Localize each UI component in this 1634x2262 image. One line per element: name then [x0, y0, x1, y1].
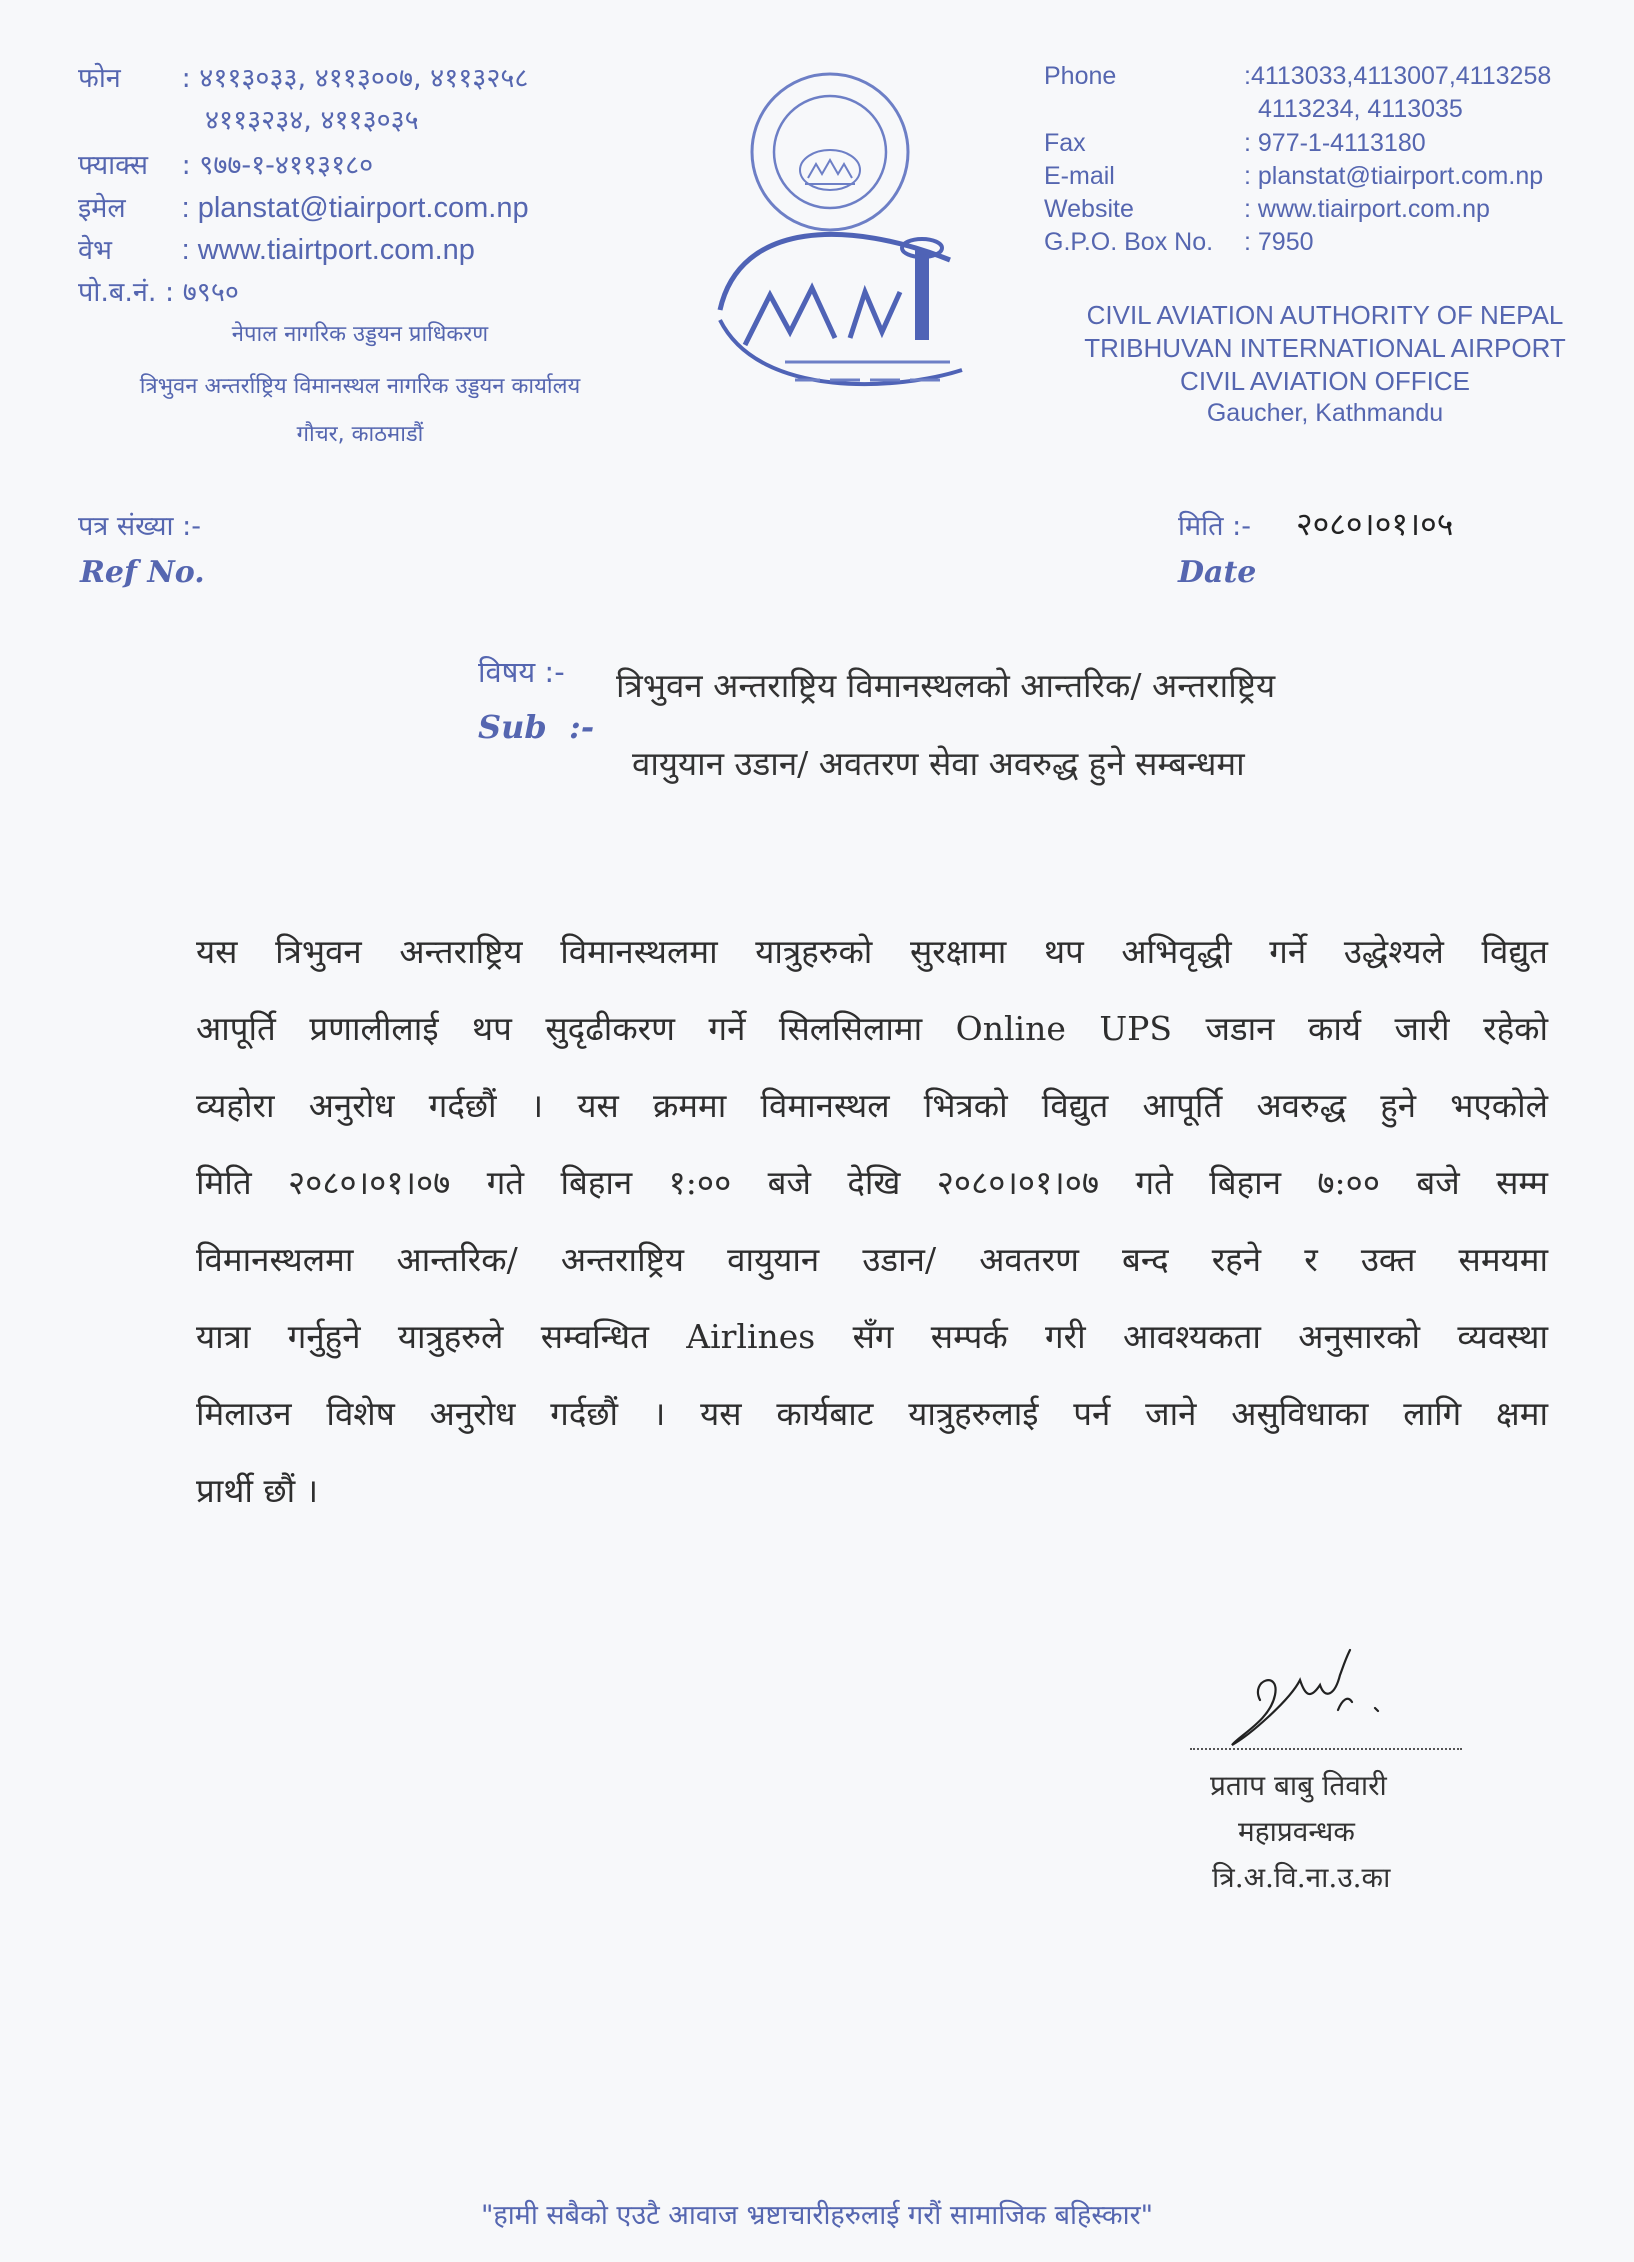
- np-fax-value: : ९७७-१-४११३१८०: [181, 150, 374, 181]
- caan-seal-icon: [700, 70, 990, 430]
- body-line-4: मिति २०८०।०१।०७ गते बिहान १:०० बजे देखि २०८०।०१।०७ गते बिहान ७:०० बजे सम्म: [196, 1163, 1548, 1202]
- en-fax-label: Fax: [1044, 129, 1086, 157]
- body-line-6: यात्रा गर्नुहुने यात्रुहरुले सम्वन्धित Airlines सँग सम्पर्क गरी आवश्यकता अनुसारको व्यवस्था: [196, 1317, 1548, 1356]
- subject-line-1: त्रिभुवन अन्तराष्ट्रिय विमानस्थलको आन्तरिक/ अन्तराष्ट्रिय: [616, 666, 1276, 705]
- np-fax-label: फ्याक्स: [78, 150, 148, 181]
- signature-line: [1190, 1748, 1462, 1750]
- en-org-line-4: Gaucher, Kathmandu: [1206, 399, 1444, 427]
- body-line-3: व्यहोरा अनुरोध गर्दछौं । यस क्रममा विमानस्थल भित्रको विद्युत आपूर्ति अवरुद्ध हुने भएकोले: [196, 1086, 1548, 1125]
- en-pobox-value: : 7950: [1244, 228, 1314, 256]
- en-org-line-1: CIVIL AVIATION AUTHORITY OF NEPAL: [1086, 300, 1564, 330]
- np-web-row: [78, 230, 475, 267]
- handwritten-signature: [1220, 1640, 1420, 1760]
- np-phone-value: : ४११३०३३, ४११३००७, ४११३२५८: [181, 63, 529, 94]
- signatory-name: प्रताप बाबु तिवारी: [1210, 1769, 1387, 1802]
- np-web-label: वेभ: [78, 235, 112, 266]
- np-phone-value-2: ४११३२३४, ४११३०३५: [205, 105, 419, 136]
- np-pobox-label: पो.ब.नं. :: [78, 277, 175, 308]
- np-pobox-row: [78, 272, 239, 309]
- footer-slogan: "हामी सबैको एउटै आवाज भ्रष्टाचारीहरुलाई गरौं सामाजिक बहिस्कार": [480, 2200, 1154, 2231]
- caan-logo: [700, 70, 990, 430]
- np-email-value: : planstat@tiairport.com.np: [181, 192, 529, 224]
- subject-label-np: विषय :-: [478, 655, 565, 689]
- date-label-np: मिति :-: [1178, 511, 1251, 542]
- np-org-line-1: नेपाल नागरिक उड्डयन प्राधिकरण: [231, 322, 489, 347]
- en-phone-value-2: 4113234, 4113035: [1258, 95, 1463, 123]
- np-email-row: [78, 188, 529, 225]
- signature-icon: [1220, 1640, 1420, 1760]
- en-fax-value: : 977-1-4113180: [1244, 129, 1426, 157]
- np-fax-row: [78, 145, 373, 182]
- np-email-label: इमेल: [78, 193, 126, 224]
- en-phone-value: :4113033,4113007,4113258: [1244, 62, 1552, 90]
- subject-line-2: वायुयान उडान/ अवतरण सेवा अवरुद्ध हुने सम्बन्धमा: [632, 744, 1245, 783]
- en-web-label: Website: [1044, 195, 1134, 223]
- en-phone-label: Phone: [1044, 62, 1117, 90]
- date-label-en: Date: [1178, 555, 1257, 590]
- en-org-line-2: TRIBHUVAN INTERNATIONAL AIRPORT: [1084, 333, 1566, 363]
- body-line-5: विमानस्थलमा आन्तरिक/ अन्तराष्ट्रिय वायुयान उडान/ अवतरण बन्द रहने र उक्त समयमा: [196, 1240, 1548, 1279]
- en-pobox-label: G.P.O. Box No.: [1044, 228, 1214, 256]
- subject-label-en: Sub :-: [478, 708, 595, 746]
- body-line-1: यस त्रिभुवन अन्तराष्ट्रिय विमानस्थलमा यात्रुहरुको सुरक्षामा थप अभिवृद्धी गर्ने उद्धेश्यले विद्युत: [196, 932, 1548, 971]
- en-email-value: : planstat@tiairport.com.np: [1244, 162, 1544, 190]
- signatory-office: त्रि.अ.वि.ना.उ.का: [1212, 1861, 1391, 1894]
- body-line-7: मिलाउन विशेष अनुरोध गर्दछौं । यस कार्यबाट यात्रुहरुलाई पर्न जाने असुविधाका लागि क्षमा: [196, 1394, 1548, 1433]
- np-pobox-value: ७९५०: [182, 277, 239, 308]
- np-web-value: : www.tiairtport.com.np: [181, 234, 475, 266]
- body-line-2: आपूर्ति प्रणालीलाई थप सुदृढीकरण गर्ने सिलसिलामा Online UPS जडान कार्य जारी रहेको: [196, 1009, 1548, 1048]
- body-line-8: प्रार्थी छौं ।: [196, 1471, 319, 1510]
- en-web-value: : www.tiairport.com.np: [1244, 195, 1490, 223]
- date-value: २०८०।०१।०५: [1296, 505, 1454, 543]
- ref-label-np: पत्र संख्या :-: [78, 511, 201, 542]
- ref-label-en: Ref No.: [80, 555, 205, 590]
- signatory-title: महाप्रवन्धक: [1238, 1815, 1355, 1848]
- en-org-line-3: CIVIL AVIATION OFFICE: [1180, 366, 1470, 396]
- np-org-line-3: गौचर, काठमाडौं: [296, 422, 424, 447]
- np-org-line-2: त्रिभुवन अन्तर्राष्ट्रिय विमानस्थल नागरिक उड्डयन कार्यालय: [139, 374, 581, 399]
- np-phone-label: फोन: [78, 63, 121, 94]
- np-phone-row: [78, 58, 528, 95]
- en-email-label: E-mail: [1044, 162, 1115, 190]
